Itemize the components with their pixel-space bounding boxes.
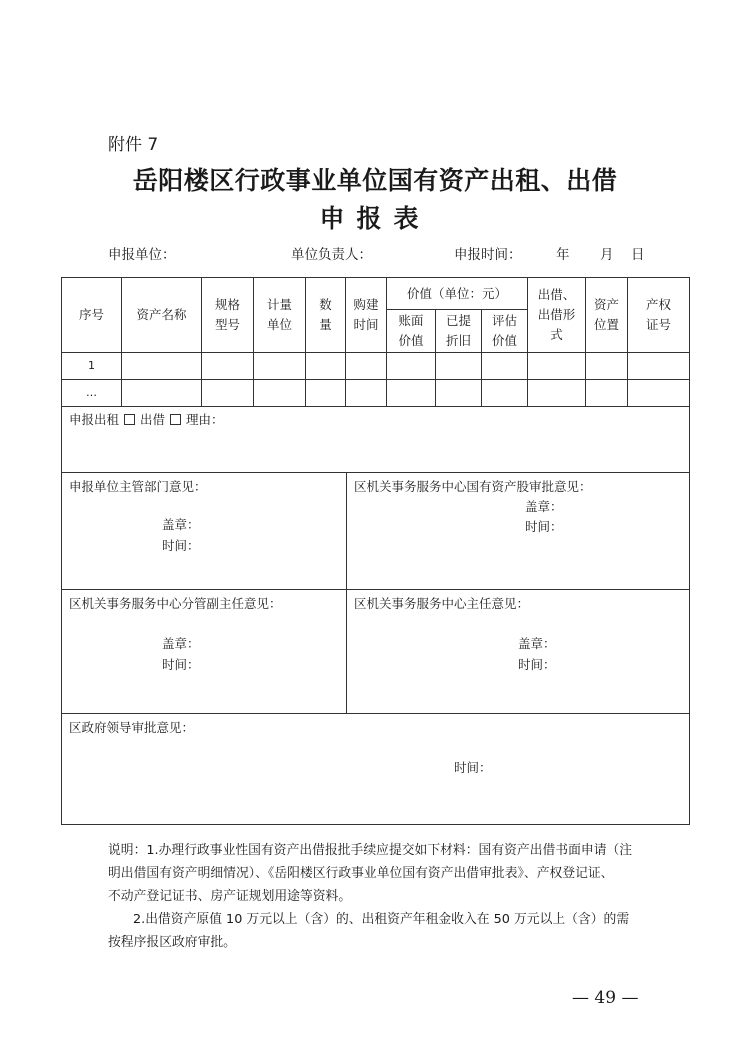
form-title-line2: 申报表 <box>319 204 431 233</box>
seal-label: 盖章： <box>525 499 563 514</box>
reason-line <box>69 410 224 428</box>
rent-checkbox[interactable] <box>124 414 135 425</box>
time-label: 时间： <box>525 519 563 534</box>
day-label: 日 <box>631 247 645 263</box>
cell-input[interactable] <box>387 380 436 407</box>
header-value-group: 价值（单位：元） <box>387 278 528 310</box>
applicant-unit-label: 申报单位： <box>108 247 176 263</box>
header-measure-unit: 计量 单位 <box>254 278 306 353</box>
header-asset-location: 资产 位置 <box>586 278 628 353</box>
gov-opinion-box[interactable] <box>61 713 690 825</box>
dept-opinion-title: 申报单位主管部门意见： <box>69 479 207 494</box>
cell-input[interactable] <box>202 353 254 380</box>
vice-director-opinion-box[interactable] <box>61 589 347 714</box>
cell-input[interactable] <box>586 380 628 407</box>
time-label: 时间： <box>162 538 200 553</box>
vice-director-opinion-title: 区机关事务服务中心分管副主任意见： <box>69 596 282 611</box>
unit-leader-label: 单位负责人： <box>291 247 372 263</box>
cell-input[interactable] <box>254 353 306 380</box>
cell-input[interactable] <box>387 353 436 380</box>
time-label: 时间： <box>518 657 556 672</box>
lend-checkbox[interactable] <box>170 414 181 425</box>
note-line-3: 不动产登记证书、房产证规划用途等资料。 <box>108 889 352 904</box>
cell-input[interactable] <box>202 380 254 407</box>
header-seq: 序号 <box>62 278 122 353</box>
table-row <box>62 380 690 407</box>
header-eval-value: 评估 价值 <box>482 310 528 353</box>
note-line-2: 明出借国有资产明细情况）、《岳阳楼区行政事业单位国有资产出借审批表》、产权登记证、 <box>108 866 614 881</box>
cell-input[interactable] <box>528 353 586 380</box>
cell-input[interactable] <box>528 380 586 407</box>
cell-input[interactable] <box>628 380 690 407</box>
month-label: 月 <box>600 247 614 263</box>
header-quantity: 数 量 <box>306 278 346 353</box>
year-label: 年 <box>556 247 570 263</box>
header-depreciation: 已提 折旧 <box>436 310 482 353</box>
seal-label: 盖章： <box>162 636 200 651</box>
reason-label: 理由： <box>186 412 224 427</box>
header-book-value: 账面 价值 <box>387 310 436 353</box>
cell-input[interactable] <box>122 380 202 407</box>
cell-input[interactable] <box>482 353 528 380</box>
cell-input[interactable] <box>254 380 306 407</box>
header-spec: 规格 型号 <box>202 278 254 353</box>
seal-label: 盖章： <box>162 517 200 532</box>
row-seq: … <box>62 380 122 407</box>
cell-input[interactable] <box>482 380 528 407</box>
header-asset-name: 资产名称 <box>122 278 202 353</box>
cell-input[interactable] <box>346 380 387 407</box>
cell-input[interactable] <box>306 380 346 407</box>
cell-input[interactable] <box>122 353 202 380</box>
reason-section <box>61 406 690 473</box>
note-line-5: 按程序报区政府审批。 <box>108 935 236 950</box>
apply-rent-label: 申报出租 <box>69 412 120 427</box>
director-opinion-title: 区机关事务服务中心主任意见： <box>354 596 530 611</box>
stock-opinion-title: 区机关事务服务中心国有资产股审批意见： <box>354 479 592 494</box>
header-lend-form: 出借、 出借形 式 <box>528 278 586 353</box>
cell-input[interactable] <box>586 353 628 380</box>
note-line-4: 2.出借资产原值 10 万元以上（含）的、出租资产年租金收入在 50 万元以上（含）的需 <box>133 912 630 927</box>
time-label: 时间： <box>454 760 492 775</box>
stock-opinion-box[interactable] <box>346 472 690 590</box>
attachment-label: 附件 7 <box>108 135 159 155</box>
page-number: — 49 — <box>572 988 639 1008</box>
seal-label: 盖章： <box>518 636 556 651</box>
cell-input[interactable] <box>628 353 690 380</box>
cell-input[interactable] <box>436 353 482 380</box>
dept-opinion-box[interactable] <box>61 472 347 590</box>
cell-input[interactable] <box>306 353 346 380</box>
apply-lend-label: 出借 <box>140 412 166 427</box>
header-purchase-date: 购建 时间 <box>346 278 387 353</box>
gov-opinion-title: 区政府领导审批意见： <box>69 720 195 735</box>
time-label: 时间： <box>162 657 200 672</box>
cell-input[interactable] <box>436 380 482 407</box>
asset-table <box>61 277 690 407</box>
header-cert-number: 产权 证号 <box>628 278 690 353</box>
cell-input[interactable] <box>346 353 387 380</box>
table-row <box>62 353 690 380</box>
form-title: 岳阳楼区行政事业单位国有资产出租、出借 <box>132 166 618 195</box>
note-line-1: 说明：1.办理行政事业性国有资产出借报批手续应提交如下材料：国有资产出借书面申请（注 <box>108 843 633 858</box>
apply-time-label: 申报时间： <box>454 247 522 263</box>
director-opinion-box[interactable] <box>346 589 690 714</box>
row-seq: 1 <box>62 353 122 380</box>
